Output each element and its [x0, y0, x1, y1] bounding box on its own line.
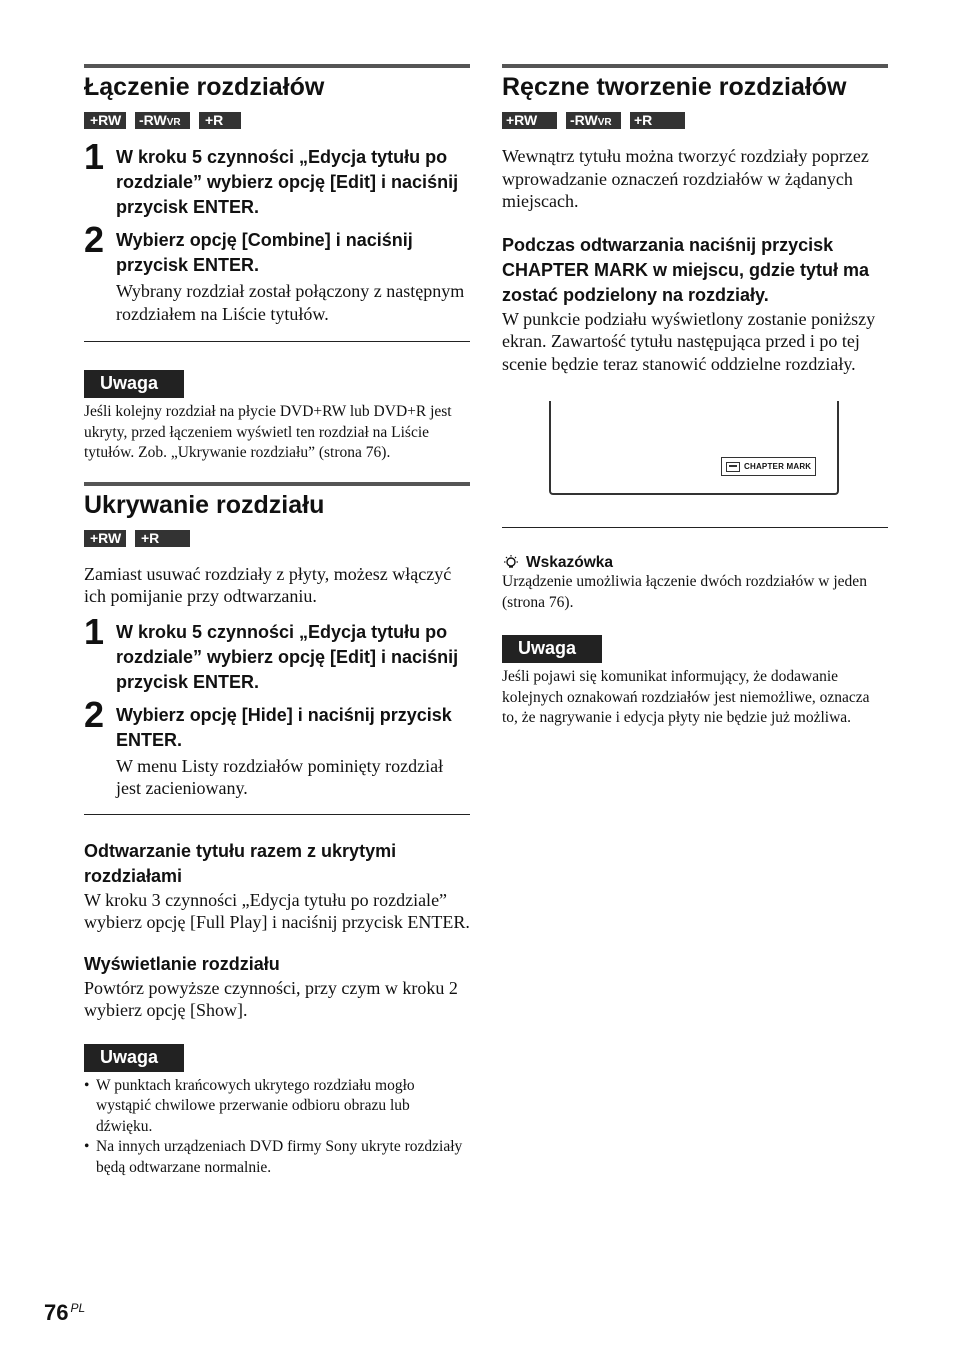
lightbulb-icon	[502, 554, 520, 572]
section-rule	[84, 482, 470, 486]
page-number: 76 $^{PL}$	[44, 1300, 86, 1325]
tip-heading	[502, 554, 888, 572]
chapter-mark-icon	[726, 462, 740, 472]
badge-plus-rw: +RW	[84, 112, 126, 129]
list-item: • Na innych urządzeniach DVD firmy Sony ukryte rozdziały będą odtwarzane normalnie.	[84, 1137, 470, 1178]
disc-badges	[84, 530, 470, 547]
subheading-show: Wyświetlanie rozdziału	[84, 953, 280, 974]
divider	[84, 341, 470, 342]
step-number: 1	[84, 136, 105, 177]
section-intro: Zamiast usuwać rozdziały z płyty, możesz włączyć ich pomijanie przy odtwarzaniu.	[84, 563, 452, 606]
badge-plus-rw: +RW	[84, 530, 126, 547]
note-label: Uwaga	[84, 1044, 184, 1072]
badge-minus-rw-vr: -RWVR	[566, 112, 621, 129]
tip-label: Wskazówka	[526, 554, 614, 571]
step-description: W menu Listy rozdziałów pominięty rozdział jest zacieniowany.	[116, 755, 444, 798]
tip-text: Urządzenie umożliwia łączenie dwóch rozdziałów w jeden (strona 76).	[502, 573, 867, 611]
left-column	[84, 64, 470, 1178]
badge-plus-rw: +RW	[502, 112, 557, 129]
step-description: Wybrany rozdział został połączony z następnym rozdziałem na Liście tytułów.	[116, 281, 465, 324]
badge-plus-r: +R	[630, 112, 685, 129]
section-rule	[502, 64, 888, 68]
note-label: Uwaga	[502, 635, 602, 663]
section-title-combine: Łączenie rozdziałów	[84, 73, 325, 101]
instruction-heading: Podczas odtwarzania naciśnij przycisk CHAPTER MARK w miejscu, gdzie tytuł ma zostać podzielony na rozdziały.	[502, 234, 870, 305]
section-intro: Wewnątrz tytułu można tworzyć rozdziały poprzez wprowadzanie oznaczeń rozdziałów w żądanych miejscach.	[502, 146, 869, 211]
step-2	[84, 219, 470, 325]
step-2	[84, 693, 470, 800]
note-text: Jeśli kolejny rozdział na płycie DVD+RW lub DVD+R jest ukryty, przed łączeniem wyświetl ten rozdział na Liście tytułów. Zob. „Ukrywanie rozdziału” (strona 76).	[84, 403, 452, 461]
screen-illustration	[549, 401, 839, 495]
chapter-mark-label: CHAPTER MARK	[744, 462, 812, 471]
chapter-mark-indicator	[721, 457, 816, 476]
right-column	[502, 64, 888, 729]
badge-plus-r: +R	[135, 530, 190, 547]
badge-plus-r: +R	[199, 112, 241, 129]
step-title: W kroku 5 czynności „Edycja tytułu po rozdziale” wybierz opcję [Edit] i naciśnij przycisk ENTER.	[116, 147, 459, 217]
section-title-create: Ręczne tworzenie rozdziałów	[502, 73, 847, 101]
disc-badges	[84, 112, 470, 129]
note-list	[84, 1076, 470, 1179]
step-title: Wybierz opcję [Hide] i naciśnij przycisk ENTER.	[116, 704, 452, 750]
instruction-text: W punkcie podziału wyświetlony zostanie poniższy ekran. Zawartość tytułu następująca przed i po tej scenie będzie teraz stanowić oddzielne rozdziały.	[502, 308, 876, 374]
section-rule	[84, 64, 470, 68]
subheading-text: W kroku 3 czynności „Edycja tytułu po rozdziale” wybierz opcję [Full Play] i naciśnij przycisk ENTER.	[84, 889, 470, 932]
subheading-text: Powtórz powyższe czynności, przy czym w kroku 2 wybierz opcję [Show].	[84, 977, 458, 1020]
step-title: W kroku 5 czynności „Edycja tytułu po rozdziale” wybierz opcję [Edit] i naciśnij przycisk ENTER.	[116, 621, 459, 692]
badge-minus-rw-vr: -RWVR	[135, 112, 190, 129]
step-number: 2	[84, 693, 105, 735]
note-label: Uwaga	[84, 370, 184, 398]
subheading-full-play: Odtwarzanie tytułu razem z ukrytymi rozdziałami	[84, 840, 397, 886]
step-1	[84, 136, 470, 220]
step-number: 2	[84, 219, 105, 260]
step-number: 1	[84, 610, 105, 652]
step-1	[84, 610, 470, 695]
step-title: Wybierz opcję [Combine] i naciśnij przycisk ENTER.	[116, 230, 413, 275]
divider	[502, 527, 888, 528]
list-item: • W punktach krańcowych ukrytego rozdziału mogło wystąpić chwilowe przerwanie odbioru obrazu lub dźwięku.	[84, 1076, 470, 1138]
note-text: Jeśli pojawi się komunikat informujący, że dodawanie kolejnych oznakowań rozdziałów jest niemożliwe, oznacza to, że nagrywanie i edycja płyty nie będzie już możliwa.	[502, 668, 870, 726]
disc-badges	[502, 112, 888, 129]
section-title-hide: Ukrywanie rozdziału	[84, 490, 325, 519]
divider	[84, 814, 470, 815]
